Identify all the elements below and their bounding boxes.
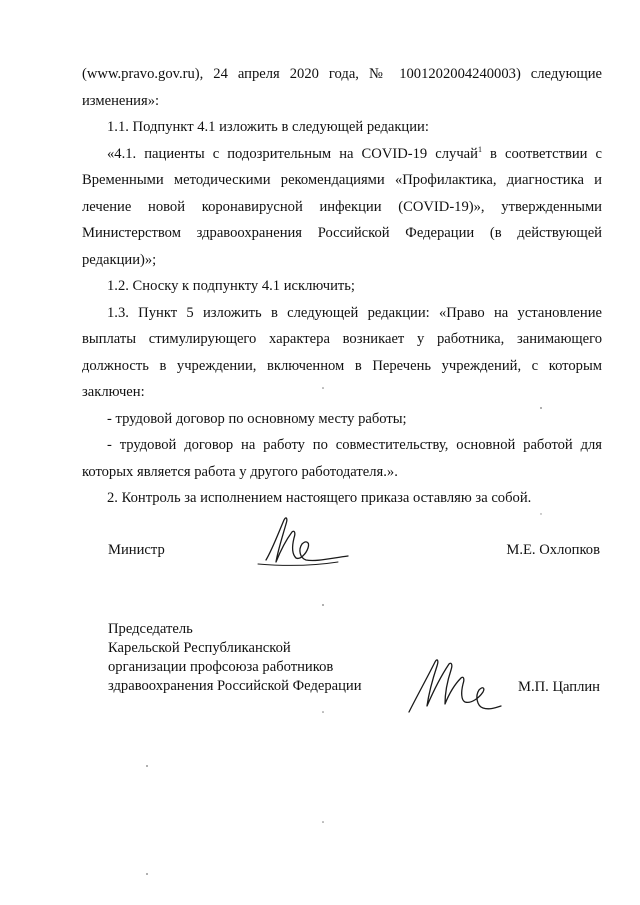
paragraph-2-control: 2. Контроль за исполнением настоящего приказа оставляю за собой.: [107, 490, 532, 506]
list-item-main-job: - трудовой договор по основному месту работы;: [107, 410, 407, 427]
paragraph-4-1-start: «4.1. пациенты с подозрительным на COVID-19 случай: [107, 145, 478, 162]
chair-title-block: [108, 620, 362, 696]
paragraph-4-1-quote: [82, 141, 602, 274]
list-item-part-time-job: - трудовой договор на работу по совместительству, основной работой для которых является работа у другого работодателя.».: [82, 437, 602, 480]
minister-signature: [252, 510, 352, 572]
paragraph-4-1-rest: в соответствии с Временными методическими рекомендациями «Профилактика, диагностика и лечение новой коронавирусной инфекции (COVID-19)», утвержденными Министерством здравоохранения Российской Федерации (в действующей редакции)»;: [82, 145, 602, 268]
chair-title-line1: Председатель: [108, 621, 193, 637]
chair-name: М.П. Цаплин: [518, 679, 600, 695]
paragraph-pravo-reference: (www.pravo.gov.ru), 24 апреля 2020 года, № 1001202004240003) следующие изменения»:: [82, 66, 602, 109]
minister-title: Министр: [108, 542, 165, 558]
chair-title-line2: Карельской Республиканской: [108, 640, 291, 656]
paragraph-1-2: 1.2. Сноску к подпункту 4.1 исключить;: [107, 278, 355, 294]
minister-name: М.Е. Охлопков: [506, 542, 600, 558]
footnote-marker: 1: [477, 144, 482, 154]
document-body: [82, 61, 602, 512]
chair-title-line3: организации профсоюза работников: [108, 659, 334, 675]
paragraph-1-3: 1.3. Пункт 5 изложить в следующей редакции: «Право на установление выплаты стимулирующего характера возникает у работника, занимающего должность в учреждении, включенном в Перечень учреждений, с которым заключен:: [82, 304, 602, 400]
paragraph-1-1: 1.1. Подпункт 4.1 изложить в следующей редакции:: [107, 119, 429, 135]
chair-title-line4: здравоохранения Российской Федерации: [108, 678, 362, 694]
chair-signature: [405, 648, 503, 716]
